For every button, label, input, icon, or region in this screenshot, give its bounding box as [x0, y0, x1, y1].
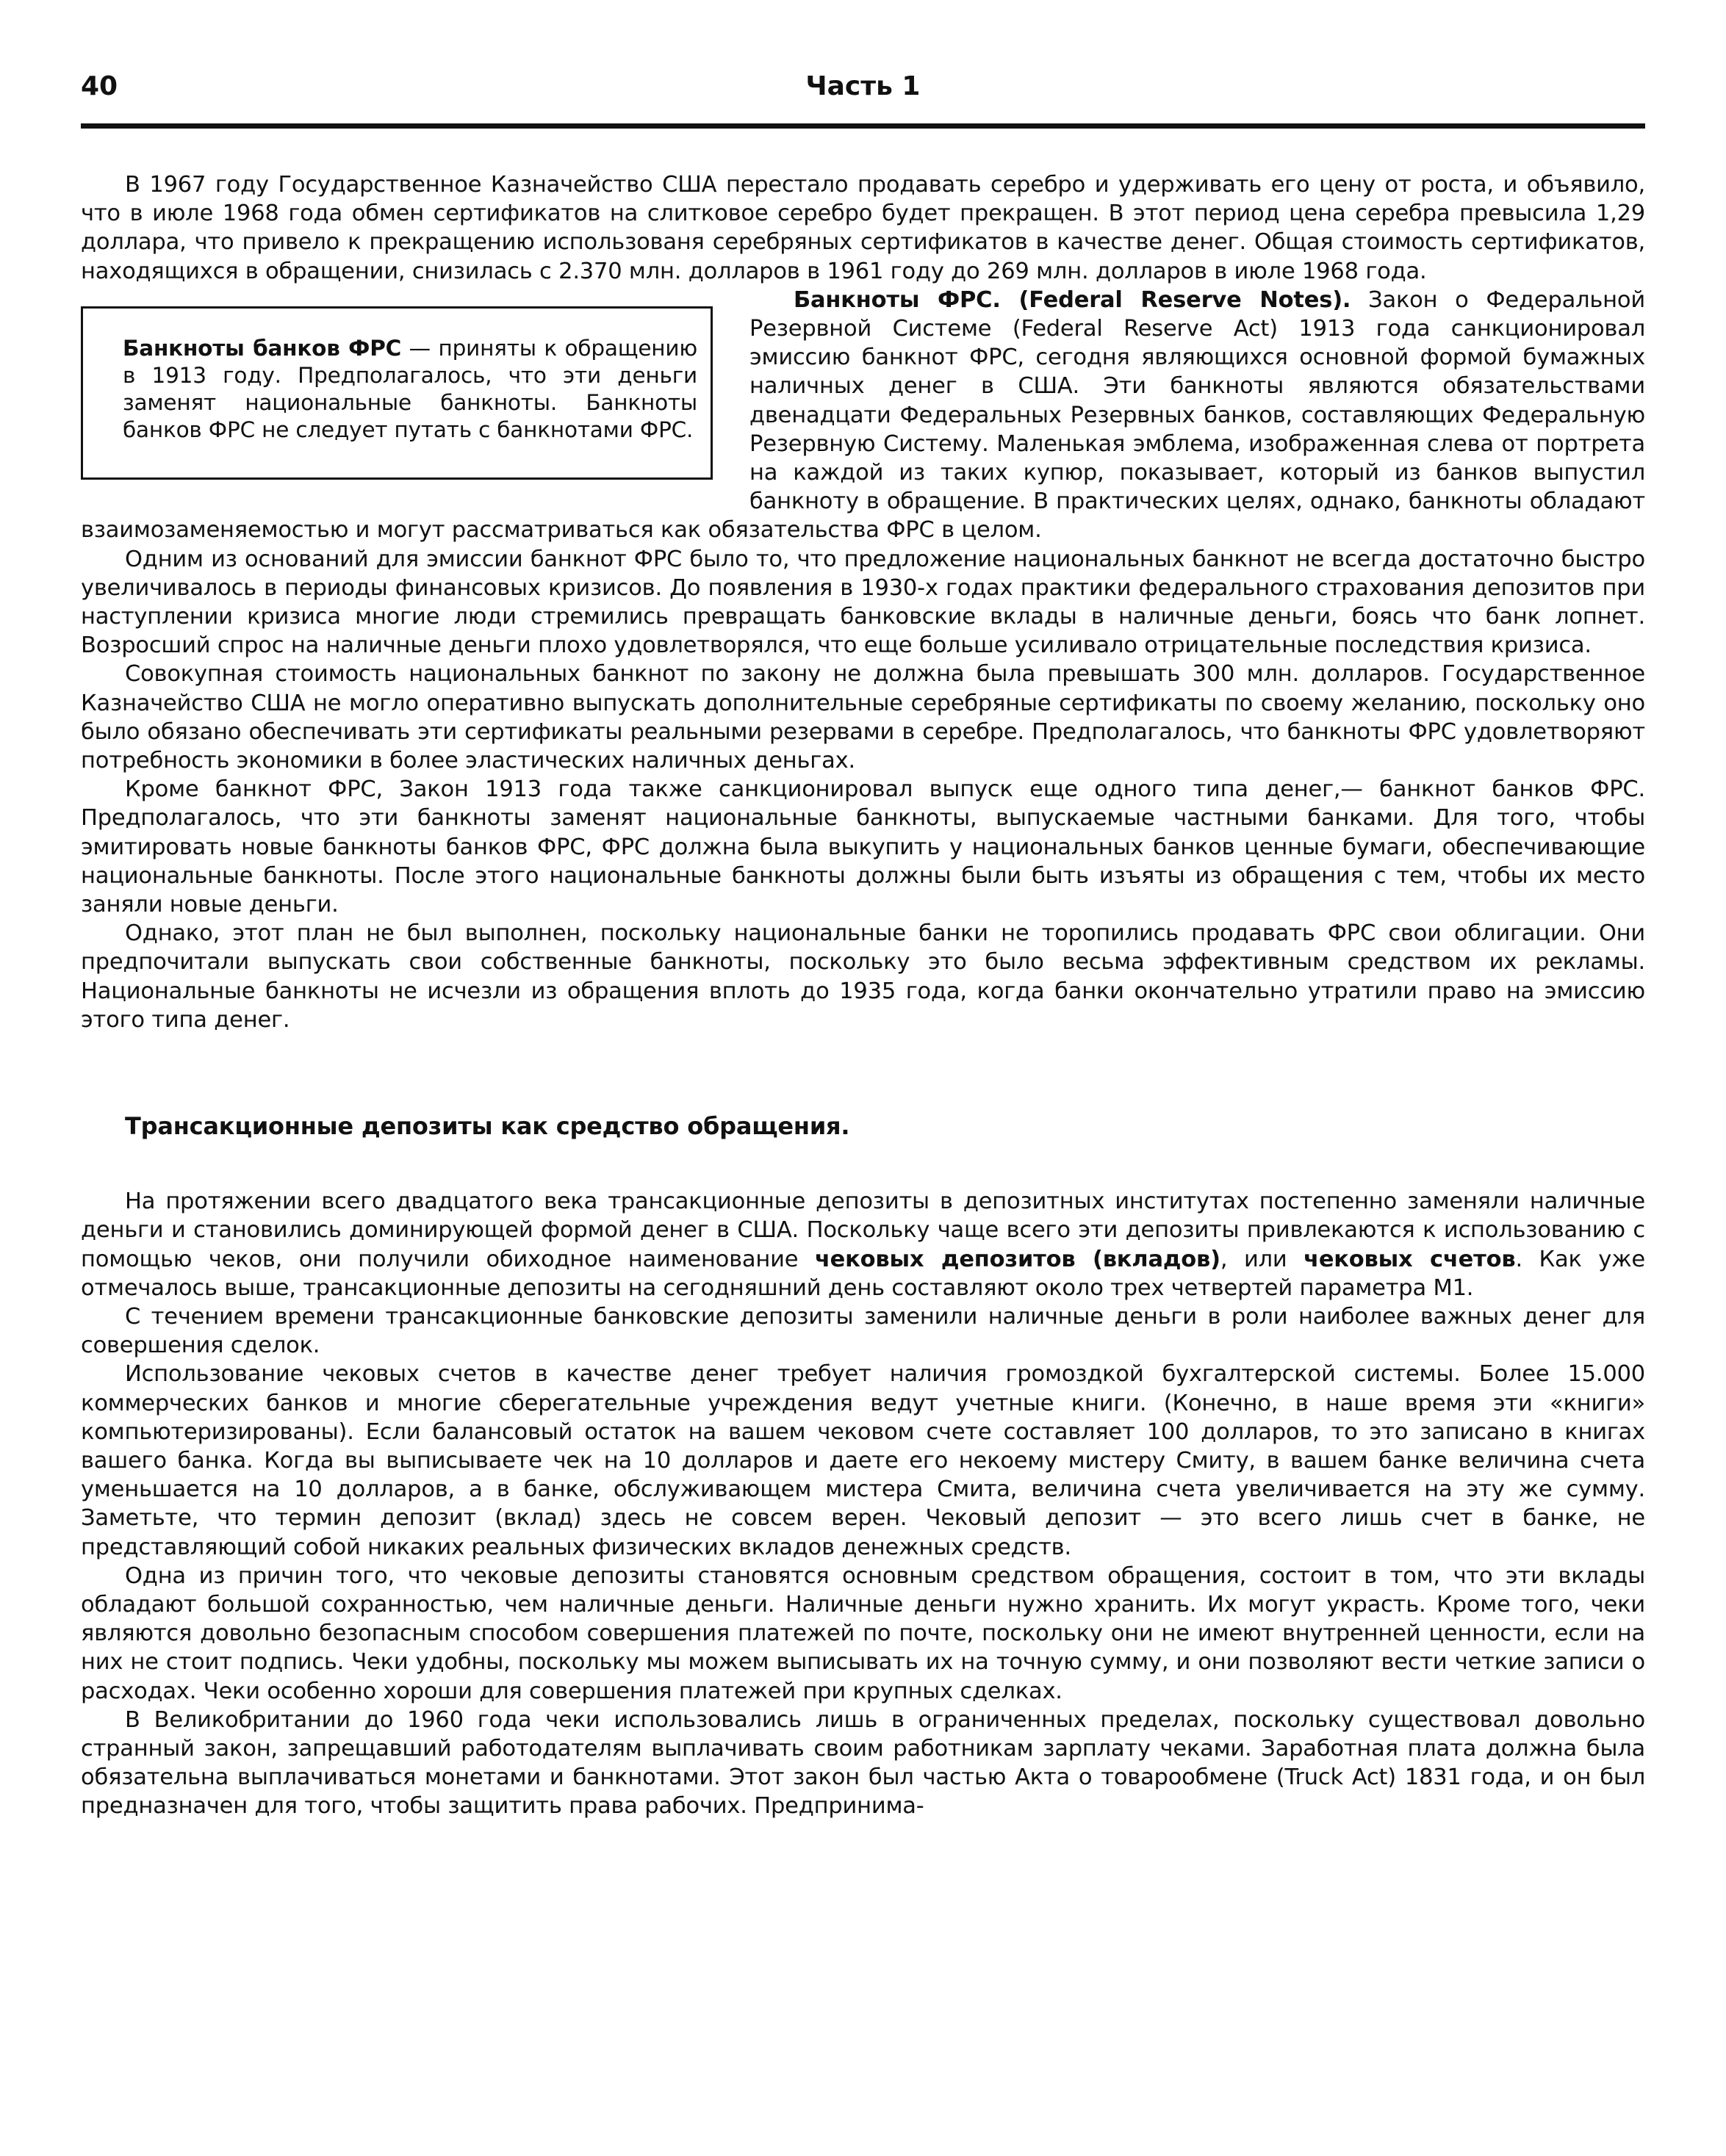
paragraph-text: . Как уже отмечалось выше, трансакционные депозиты на сегодняшний день составляют около трех четвертей параметра М1. — [81, 1246, 1645, 1301]
frs-notes-text: Закон о Федеральной Резервной Системе (Federal Reserve Act) 1913 года санкционировал эмиссию банкнот ФРС, сегодня являющихся основной формой бумажных наличных денег в США. Эти банкноты являются обязательствами двенадцати Федеральных Резервных банков, составляющих Федеральную Резервную Систему. Маленькая эмблема, изображенная слева от портрета на каждой из таких купюр, показывает, который из банков выпустил банкноту в обращение. В практических целях, однако, банкноты обладают взаимозаменяемостью и могут рассматриваться как обязательства ФРС в целом. — [81, 286, 1645, 544]
paragraph-text: , или — [1220, 1246, 1304, 1272]
header-rule — [81, 123, 1645, 129]
body-paragraph: Однако, этот план не был выполнен, поскольку национальные банки не торопились продавать ФРС свои облигации. Они предпочитали выпускать свои собственные банкноты, поскольку это было весьма эффективным средством их рекламы. Национальные банкноты не исчезли из обращения вплоть до 1935 года, когда банки окончательно утратили право на эмиссию этого типа денег. — [81, 920, 1645, 1033]
page-header — [81, 68, 1645, 119]
definition-term: Банкноты банков ФРС — [123, 335, 402, 361]
definition-box — [81, 306, 713, 480]
body-paragraph: Использование чековых счетов в качестве денег требует наличия громоздкой бухгалтерской системы. Более 15.000 коммерческих банков и многие сберегательные учреждения ведут учетные книги. (Конечно, в наше время эти «книги» компьютеризированы). Если балансовый остаток на вашем чековом счете составляет 100 долларов, то это записано в книгах вашего банка. Когда вы выписываете чек на 10 долларов и даете его некоему мистеру Смиту, в вашем банке величина счета уменьшается на 10 долларов, а в банке, обслуживающем мистера Смита, величина счета увеличивается на эту же сумму. Заметьте, что термин депозит (вклад) здесь не совсем верен. Чековый депозит — это всего лишь счет в банке, не представляющий собой никаких реальных физических вкладов денежных средств. — [81, 1361, 1645, 1560]
body-paragraph: Кроме банкнот ФРС, Закон 1913 года также санкционировал выпуск еще одного типа денег,— банкнот банков ФРС. Предполагалось, что эти банкноты заменят национальные банкноты, выпускаемые частными банками. Для того, чтобы эмитировать новые банкноты банков ФРС, ФРС должна была выкупить у национальных банков ценные бумаги, обеспечивающие национальные банкноты. После этого национальные банкноты должны были быть изъяты из обращения с тем, чтобы их место заняли новые деньги. — [81, 776, 1645, 918]
main-text — [81, 170, 1645, 1821]
body-paragraph: С течением времени трансакционные банковские депозиты заменили наличные деньги в роли наиболее важных денег для совершения сделок. — [81, 1303, 1645, 1359]
term-checking-accounts: чековых счетов — [1304, 1246, 1516, 1272]
paragraph-text: На протяжении всего двадцатого века трансакционные депозиты в депозитных институтах постепенно заменяли наличные деньги и становились доминирующей формой денег в США. Поскольку чаще всего эти депозиты привлекаются к использованию с помощью чеков, они получили обиходное наименование — [81, 1189, 1645, 1272]
body-paragraph — [81, 1187, 1645, 1302]
page-number: 40 — [81, 71, 118, 101]
definition-text: — приняты к обращению в 1913 году. Предполагалось, что эти деньги заменят национальные банкноты. Банкноты банков ФРС не следует путать с банкнотами ФРС. — [123, 335, 697, 442]
body-paragraph: Одна из причин того, что чековые депозиты становятся основным средством обращения, состоит в том, что эти вклады обладают большой сохранностью, чем наличные деньги. Наличные деньги нужно хранить. Их могут украсть. Кроме того, чеки являются довольно безопасным способом совершения платежей по почте, поскольку они не имеют внутренней ценности, если на них не стоит подпись. Чеки удобны, поскольку мы можем выписывать их на точную сумму, и они позволяют вести четкие записи о расходах. Чеки особенно хороши для совершения платежей при крупных сделках. — [81, 1562, 1645, 1704]
intro-paragraph: В 1967 году Государственное Казначейство США перестало продавать серебро и удерживать его цену от роста, и объявило, что в июле 1968 года обмен сертификатов на слитковое серебро будет прекращен. В этот период цена серебра превысила 1,29 доллара, что привело к прекращению использованя серебряных сертификатов в качестве денег. Общая стоимость сертификатов, находящихся в обращении, снизилась с 2.370 млн. долларов в 1961 году до 269 млн. долларов в июле 1968 года. — [81, 172, 1645, 284]
running-title: Часть 1 — [805, 71, 921, 101]
body-paragraph: В Великобритании до 1960 года чеки использовались лишь в ограниченных пределах, поскольку существовал довольно странный закон, запрещавший работодателям выплачивать своим работникам зарплату чеками. Заработная плата должна была обязательна выплачиваться монетами и банкнотами. Этот закон был частью Акта о товарообмене (Truck Act) 1831 года, и он был предназначен для того, чтобы защитить права рабочих. Предпринима- — [81, 1706, 1645, 1820]
term-checking-deposits: чековых депозитов (вкладов) — [814, 1246, 1220, 1272]
frs-notes-heading: Банкноты ФРС. (Federal Reserve Notes). — [794, 286, 1351, 313]
section-heading: Трансакционные депозиты как средство обращения. — [125, 1112, 850, 1141]
body-paragraph: Совокупная стоимость национальных банкнот по закону не должна была превышать 300 млн. долларов. Государственное Казначейство США не могло оперативно выпускать дополнительные серебряные сертификаты по своему желанию, поскольку оно было обязано обеспечивать эти сертификаты реальными резервами в серебре. Предполагалось, что банкноты ФРС удовлетворяют потребность экономики в более эластических наличных деньгах. — [81, 661, 1645, 774]
body-paragraph: Одним из оснований для эмиссии банкнот ФРС было то, что предложение национальных банкнот не всегда достаточно быстро увеличивалось в периоды финансовых кризисов. До появления в 1930-х годах практики федерального страхования депозитов при наступлении кризиса многие люди стремились превращать банковские вклады в наличные деньги, боясь что банк лопнет. Возросший спрос на наличные деньги плохо удовлетворялся, что еще больше усиливало отрицательные последствия кризиса. — [81, 546, 1645, 659]
